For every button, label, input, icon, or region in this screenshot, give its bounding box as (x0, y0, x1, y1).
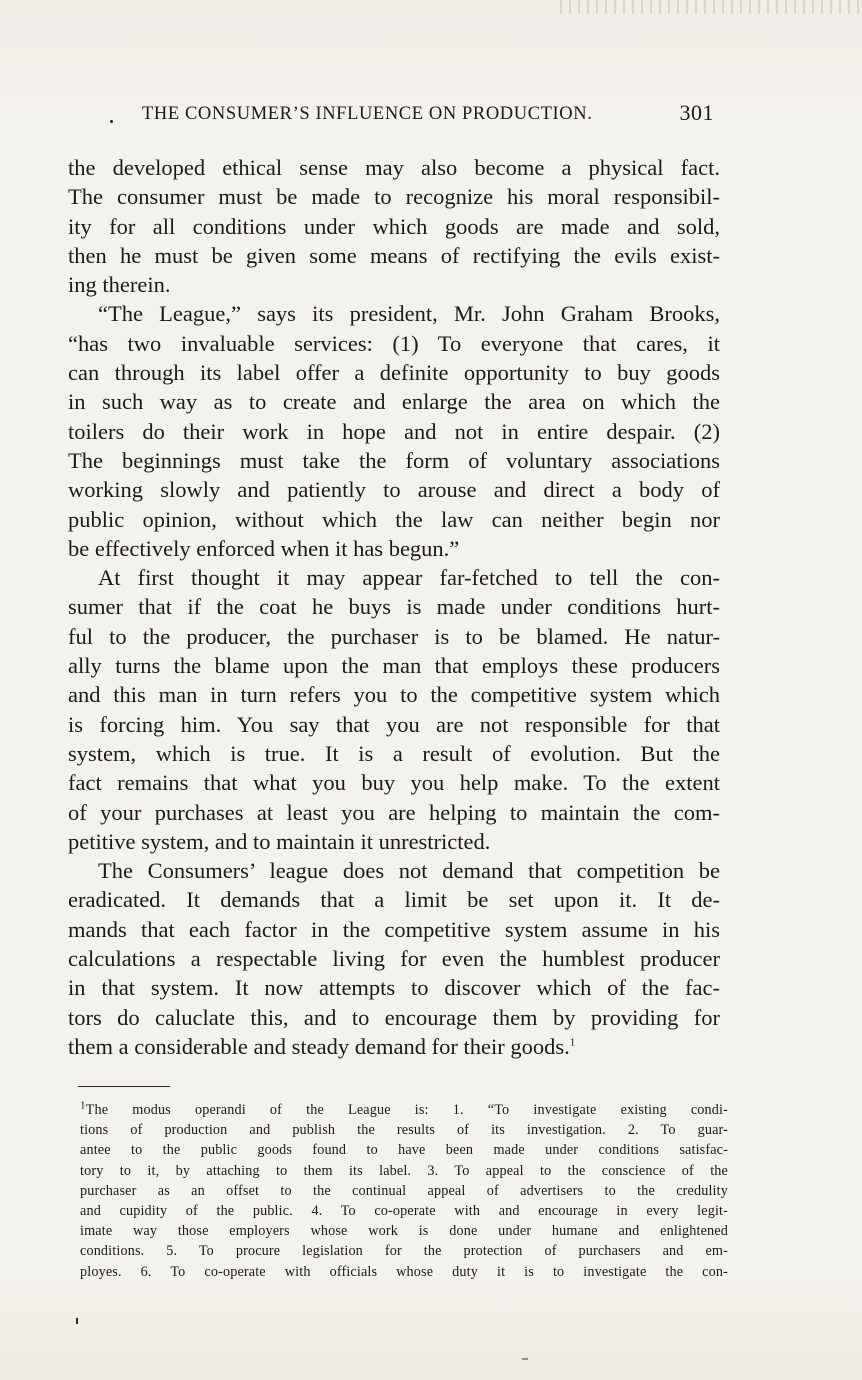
text-line: eradicated. It demands that a limit be set upon it. It de- (68, 887, 720, 913)
text-line: The Consumers’ league does not demand that competition be (98, 858, 720, 884)
text-line: is forcing him. You say that you are not responsible for that (68, 711, 720, 737)
text-line: petitive system, and to maintain it unrestricted. (68, 828, 491, 854)
footnote-line: antee to the public goods found to have been made under conditions satisfac- (80, 1142, 728, 1159)
text-line-content: them a considerable and steady demand for their goods. (68, 1033, 570, 1059)
paragraph-4 (68, 856, 720, 1061)
text-line: public opinion, without which the law can neither begin nor (68, 506, 720, 532)
text-line: The beginnings must take the form of voluntary associations (68, 447, 720, 473)
running-head: THE CONSUMER’S INFLUENCE ON PRODUCTION. (142, 104, 593, 124)
footnote-marker: 1 (80, 1099, 86, 1112)
footnote-line (80, 1100, 728, 1120)
print-smudge (522, 1358, 528, 1360)
text-line: ally turns the blame upon the man that employs these producers (68, 653, 720, 679)
text-line: in such way as to create and enlarge the area on which the (68, 389, 720, 415)
footnote-line: and cupidity of the public. 4. To co-operate with and encourage in every legit- (80, 1202, 728, 1219)
page-number: 301 (679, 100, 714, 125)
footnote-line: ployes. 6. To co-operate with officials whose duty it is to investigate the con- (80, 1263, 728, 1280)
text-line: be effectively enforced when it has begun.” (68, 535, 460, 561)
paragraph-1 (68, 153, 720, 299)
text-line: sumer that if the coat he buys is made under conditions hurt- (68, 594, 720, 620)
text-line: system, which is true. It is a result of evolution. But the (68, 740, 720, 766)
text-line (68, 1032, 720, 1061)
print-mark (76, 1318, 78, 1324)
print-speckle (560, 0, 862, 14)
header-dot (110, 120, 113, 123)
text-line: “has two invaluable services: (1) To everyone that cares, it (68, 330, 720, 356)
text-line: ing therein. (68, 272, 171, 298)
text-line: The consumer must be made to recognize his moral responsibil- (68, 184, 720, 210)
footnote-line: tory to it, by attaching to them its label. 3. To appeal to the conscience of the (80, 1162, 728, 1179)
text-line: the developed ethical sense may also become a physical fact. (68, 155, 720, 180)
footnote (80, 1100, 728, 1282)
footnote-line: conditions. 5. To procure legislation for the protection of purchasers and em- (80, 1243, 728, 1260)
footnote-line: tions of production and publish the results of its investigation. 2. To guar- (80, 1122, 728, 1139)
body-text (68, 153, 720, 1061)
footnote-reference[interactable]: 1 (569, 1036, 576, 1049)
text-line: fact remains that what you buy you help make. To the extent (68, 770, 720, 796)
footnote-line: imate way those employers whose work is done under humane and enlightened (80, 1223, 728, 1240)
page-header (108, 100, 718, 134)
paragraph-3 (68, 563, 720, 856)
text-line: and this man in turn refers you to the competitive system which (68, 682, 720, 708)
text-line: of your purchases at least you are helping to maintain the com- (68, 799, 720, 825)
text-line: toilers do their work in hope and not in entire despair. (2) (68, 418, 720, 444)
text-line: At first thought it may appear far-fetched to tell the con- (98, 565, 720, 591)
text-line: mands that each factor in the competitive system assume in his (68, 916, 720, 942)
text-line: ful to the producer, the purchaser is to be blamed. He natur- (68, 623, 720, 649)
text-line: tors do caluclate this, and to encourage them by providing for (68, 1004, 720, 1030)
text-line: “The League,” says its president, Mr. John Graham Brooks, (98, 301, 720, 327)
text-line: can through its label offer a definite opportunity to buy goods (68, 360, 720, 386)
footnote-line: purchaser as an offset to the continual appeal of advertisers to the credulity (80, 1182, 728, 1199)
text-line: ity for all conditions under which goods are made and sold, (68, 213, 720, 239)
footnote-line-content: The modus operandi of the League is: 1. “To investigate existing condi- (85, 1102, 728, 1118)
paragraph-2 (68, 299, 720, 563)
text-line: then he must be given some means of rectifying the evils exist- (68, 242, 720, 268)
text-line: working slowly and patiently to arouse and direct a body of (68, 477, 720, 503)
footnote-rule (78, 1086, 170, 1087)
text-line: in that system. It now attempts to discover which of the fac- (68, 975, 720, 1001)
text-line: calculations a respectable living for even the humblest producer (68, 946, 720, 972)
